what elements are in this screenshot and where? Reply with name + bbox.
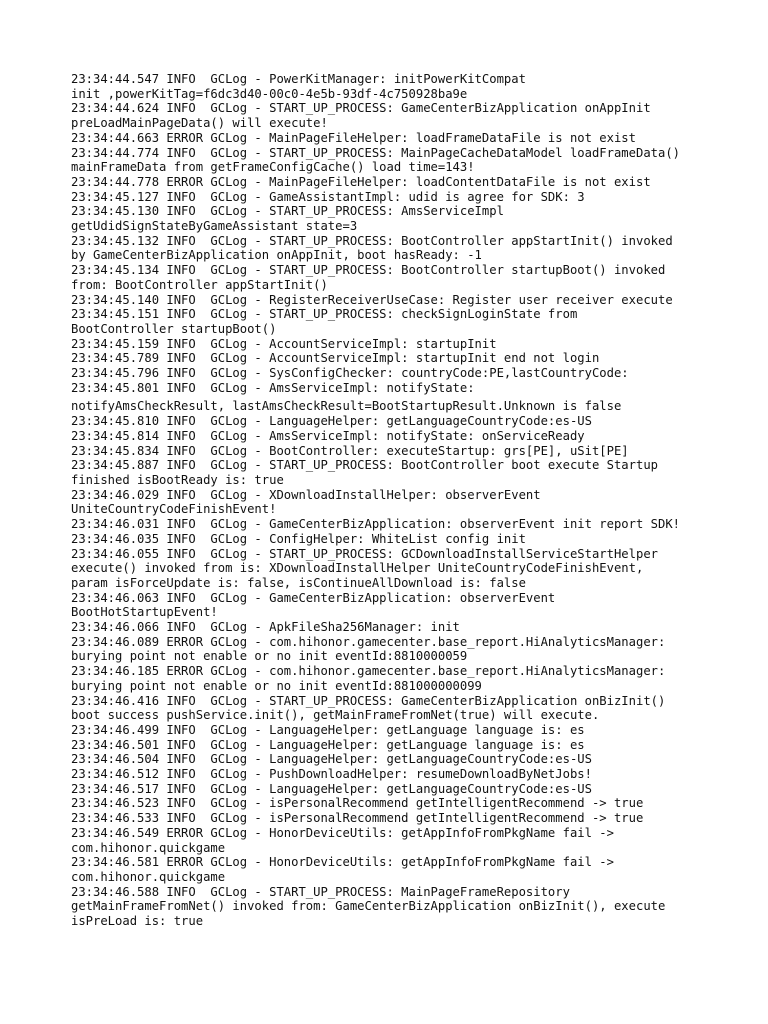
log-line: 23:34:46.523 INFO GCLog - isPersonalRecommend getIntelligentRecommend -> true [71, 796, 644, 811]
log-line: burying point not enable or no init eventId:881000000099 [71, 678, 482, 693]
log-line: 23:34:46.416 INFO GCLog - START_UP_PROCESS: GameCenterBizApplication onBizInit() [71, 693, 666, 708]
log-line: 23:34:46.499 INFO GCLog - LanguageHelper: getLanguage language is: es [71, 722, 585, 737]
log-line: 23:34:46.533 INFO GCLog - isPersonalRecommend getIntelligentRecommend -> true [71, 811, 644, 826]
log-line: execute() invoked from is: XDownloadInstallHelper UniteCountryCodeFinishEvent, [71, 561, 644, 576]
log-line: 23:34:45.801 INFO GCLog - AmsServiceImpl: notifyState: [71, 380, 475, 395]
log-line: 23:34:46.517 INFO GCLog - LanguageHelper: getLanguageCountryCode:es-US [71, 781, 592, 796]
log-line: 23:34:46.504 INFO GCLog - LanguageHelper: getLanguageCountryCode:es-US [71, 752, 592, 767]
log-line: from: BootController appStartInit() [71, 277, 328, 292]
log-line: 23:34:46.549 ERROR GCLog - HonorDeviceUtils: getAppInfoFromPkgName fail -> [71, 825, 614, 840]
log-list [71, 72, 731, 929]
log-line: 23:34:46.066 INFO GCLog - ApkFileSha256Manager: init [71, 620, 460, 635]
log-line: init ,powerKitTag=f6dc3d40-00c0-4e5b-93df-4c750928ba9e [71, 86, 468, 101]
log-line: 23:34:45.134 INFO GCLog - START_UP_PROCESS: BootController startupBoot() invoked [71, 263, 666, 278]
log-line: 23:34:46.588 INFO GCLog - START_UP_PROCESS: MainPageFrameRepository [71, 884, 570, 899]
log-line: 23:34:44.624 INFO GCLog - START_UP_PROCESS: GameCenterBizApplication onAppInit [71, 101, 651, 116]
log-line: UniteCountryCodeFinishEvent! [71, 502, 277, 517]
log-line: 23:34:46.031 INFO GCLog - GameCenterBizApplication: observerEvent init report SDK! [71, 517, 681, 532]
log-line: 23:34:46.089 ERROR GCLog - com.hihonor.gamecenter.base_report.HiAnalyticsManager: [71, 634, 666, 649]
log-line: com.hihonor.quickgame [71, 840, 226, 855]
log-line: 23:34:46.512 INFO GCLog - PushDownloadHelper: resumeDownloadByNetJobs! [71, 767, 592, 782]
log-line: 23:34:46.055 INFO GCLog - START_UP_PROCESS: GCDownloadInstallServiceStartHelper [71, 546, 658, 561]
log-line: param isForceUpdate is: false, isContinueAllDownload is: false [71, 575, 526, 590]
log-line: 23:34:45.127 INFO GCLog - GameAssistantImpl: udid is agree for SDK: 3 [71, 189, 585, 204]
log-line: getMainFrameFromNet() invoked from: GameCenterBizApplication onBizInit(), execute [71, 899, 666, 914]
log-line: 23:34:46.185 ERROR GCLog - com.hihonor.gamecenter.base_report.HiAnalyticsManager: [71, 664, 666, 679]
log-line: burying point not enable or no init eventId:8810000059 [71, 649, 468, 664]
log-line: 23:34:46.063 INFO GCLog - GameCenterBizApplication: observerEvent [71, 590, 556, 605]
log-line: mainFrameData from getFrameConfigCache() load time=143! [71, 160, 475, 175]
log-line: 23:34:45.151 INFO GCLog - START_UP_PROCESS: checkSignLoginState from [71, 307, 578, 322]
log-document [71, 72, 731, 929]
log-line: 23:34:45.789 INFO GCLog - AccountServiceImpl: startupInit end not login [71, 351, 600, 366]
log-line: BootHotStartupEvent! [71, 605, 218, 620]
log-line: 23:34:46.029 INFO GCLog - XDownloadInstallHelper: observerEvent [71, 487, 541, 502]
log-line: notifyAmsCheckResult, lastAmsCheckResult=BootStartupResult.Unknown is false [71, 399, 622, 414]
log-line: 23:34:45.810 INFO GCLog - LanguageHelper: getLanguageCountryCode:es-US [71, 414, 592, 429]
log-line: com.hihonor.quickgame [71, 869, 226, 884]
log-line: 23:34:45.834 INFO GCLog - BootController: executeStartup: grs[PE], uSit[PE] [71, 443, 629, 458]
log-line: 23:34:45.159 INFO GCLog - AccountServiceImpl: startupInit [71, 336, 497, 351]
log-line: 23:34:45.814 INFO GCLog - AmsServiceImpl: notifyState: onServiceReady [71, 428, 585, 443]
log-line: preLoadMainPageData() will execute! [71, 116, 328, 131]
log-line: finished isBootReady is: true [71, 472, 284, 487]
log-line: 23:34:44.663 ERROR GCLog - MainPageFileHelper: loadFrameDataFile is not exist [71, 130, 636, 145]
log-line: 23:34:46.035 INFO GCLog - ConfigHelper: WhiteList config init [71, 531, 526, 546]
log-line: 23:34:45.887 INFO GCLog - START_UP_PROCESS: BootController boot execute Startup [71, 458, 658, 473]
log-line: 23:34:44.778 ERROR GCLog - MainPageFileHelper: loadContentDataFile is not exist [71, 174, 651, 189]
log-line: 23:34:44.547 INFO GCLog - PowerKitManager: initPowerKitCompat [71, 72, 526, 86]
log-line: 23:34:45.796 INFO GCLog - SysConfigChecker: countryCode:PE,lastCountryCode: [71, 366, 629, 381]
log-line: BootController startupBoot() [71, 321, 277, 336]
log-line: 23:34:46.501 INFO GCLog - LanguageHelper: getLanguage language is: es [71, 737, 585, 752]
log-line: by GameCenterBizApplication onAppInit, boot hasReady: -1 [71, 248, 482, 263]
log-line: 23:34:45.130 INFO GCLog - START_UP_PROCESS: AmsServiceImpl [71, 204, 504, 219]
log-line: 23:34:45.132 INFO GCLog - START_UP_PROCESS: BootController appStartInit() invoked [71, 233, 673, 248]
log-line: 23:34:45.140 INFO GCLog - RegisterReceiverUseCase: Register user receiver execute [71, 292, 673, 307]
log-line: getUdidSignStateByGameAssistant state=3 [71, 219, 358, 234]
log-line: 23:34:44.774 INFO GCLog - START_UP_PROCESS: MainPageCacheDataModel loadFrameData() [71, 145, 681, 160]
log-line: boot success pushService.init(), getMainFrameFromNet(true) will execute. [71, 708, 600, 723]
log-line: 23:34:46.581 ERROR GCLog - HonorDeviceUtils: getAppInfoFromPkgName fail -> [71, 855, 614, 870]
log-line: isPreLoad is: true [71, 914, 204, 929]
